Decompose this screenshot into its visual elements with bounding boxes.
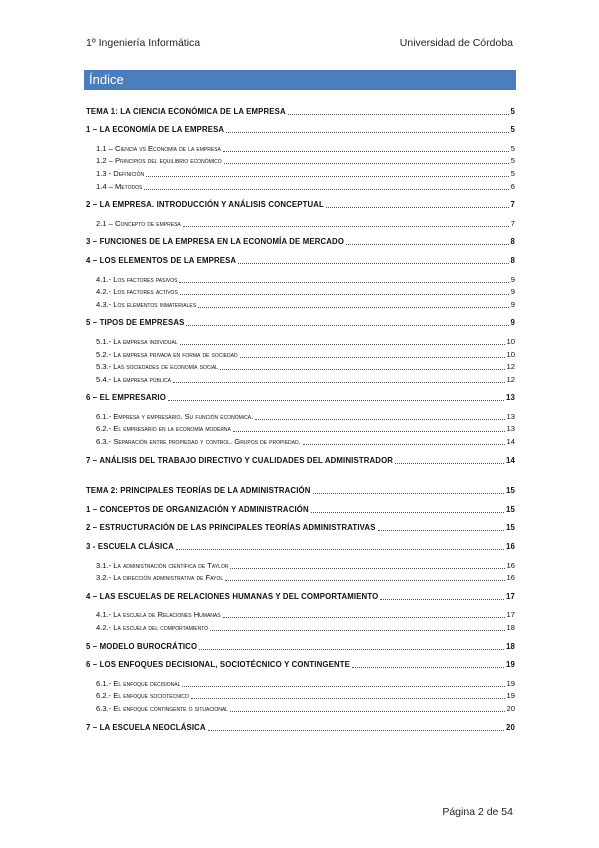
toc-entry-heading[interactable]	[86, 484, 515, 497]
toc-entry-title: 4 – LOS ELEMENTOS DE LA EMPRESA	[86, 255, 237, 265]
toc-entry-title: 6 – LOS ENFOQUES DECISIONAL, SOCIOTÉCNICO Y CONTINGENTE	[86, 660, 350, 670]
toc-entry-title: 3.1.- La administración científica de Taylor	[96, 560, 229, 570]
toc-dot-leader	[176, 549, 504, 550]
toc-entry-subheading[interactable]	[86, 272, 515, 285]
toc-entry-subheading[interactable]	[86, 334, 515, 347]
toc-entry-title: 5 – MODELO BUROCRÁTICO	[86, 641, 198, 651]
toc-page-number: 7	[510, 218, 515, 228]
toc-entry-title: 1 – LA ECONOMÍA DE LA EMPRESA	[86, 125, 225, 135]
toc-entry-title: 6.2.- El empresario en la economía moderna	[96, 424, 231, 434]
toc-dot-leader	[224, 163, 509, 164]
toc-page-number: 7	[510, 200, 515, 210]
toc-dot-leader	[230, 711, 505, 712]
toc-page-number: 15	[506, 523, 515, 533]
toc-entry-heading[interactable]	[86, 658, 515, 671]
toc-page-number: 5	[510, 106, 515, 116]
toc-page-number: 20	[506, 722, 515, 732]
toc-dot-leader	[182, 686, 504, 687]
toc-page-number: 19	[506, 678, 515, 688]
toc-page-number: 15	[506, 486, 515, 496]
toc-entry-heading[interactable]	[86, 104, 515, 117]
toc-page-number: 12	[506, 374, 515, 384]
toc-dot-leader	[180, 294, 509, 295]
toc-page-number: 5	[510, 168, 515, 178]
toc-entry-subheading[interactable]	[86, 676, 515, 689]
toc-entry-heading[interactable]	[86, 123, 515, 136]
toc-page-number: 9	[510, 287, 515, 297]
toc-entry-subheading[interactable]	[86, 434, 515, 447]
toc-entry-subheading[interactable]	[86, 608, 515, 621]
toc-page-number: 5	[510, 143, 515, 153]
toc-dot-leader	[210, 630, 505, 631]
toc-dot-leader	[220, 369, 505, 370]
toc-dot-leader	[225, 580, 504, 581]
toc-entry-subheading[interactable]	[86, 422, 515, 435]
toc-page-number: 5	[510, 125, 515, 135]
toc-dot-leader	[238, 263, 508, 264]
header-university: Universidad de Córdoba	[399, 37, 513, 49]
toc-section-spacer	[86, 466, 515, 484]
toc-entry-subheading[interactable]	[86, 166, 515, 179]
toc-entry-title: 4.2.- La escuela del comportamiento	[96, 623, 209, 632]
page-number: Página 2 de 54	[442, 806, 513, 818]
toc-entry-heading[interactable]	[86, 639, 515, 652]
toc-dot-leader	[198, 307, 509, 308]
toc-entry-subheading[interactable]	[86, 409, 515, 422]
toc-page-number: 18	[506, 623, 515, 632]
toc-entry-title: 2 – ESTRUCTURACIÓN DE LAS PRINCIPALES TEORÍAS ADMINISTRATIVAS	[86, 523, 376, 533]
toc-entry-title: 5.1.- La empresa individual	[96, 336, 178, 346]
toc-entry-title: 1.2 – Principios del equilibrio económico	[96, 156, 222, 166]
section-title-bar	[84, 70, 516, 90]
toc-page-number: 15	[506, 504, 515, 514]
toc-page-number: 17	[506, 610, 515, 620]
toc-dot-leader	[179, 282, 508, 283]
toc-page-number: 13	[506, 424, 515, 434]
toc-entry-subheading[interactable]	[86, 701, 515, 714]
toc-entry-title: 1 – CONCEPTOS DE ORGANIZACIÓN Y ADMINISTRACIÓN	[86, 504, 309, 514]
toc-page-number: 19	[506, 691, 515, 701]
toc-entry-title: 6.1.- Empresa y empresario. Su función económica.	[96, 411, 254, 421]
toc-entry-subheading[interactable]	[86, 141, 515, 154]
toc-page-number: 13	[506, 411, 515, 421]
toc-page-number: 16	[506, 542, 515, 552]
toc-page-number: 14	[506, 455, 515, 465]
toc-entry-heading[interactable]	[86, 720, 515, 733]
toc-entry-title: 1.3 - Definición	[96, 168, 145, 178]
toc-entry-heading[interactable]	[86, 235, 515, 248]
toc-entry-title: 6.3.- Separación entre propiedad y control. Grupos de propiedad.	[96, 437, 301, 447]
toc-entry-subheading[interactable]	[86, 571, 515, 584]
toc-dot-leader	[168, 400, 504, 401]
toc-entry-title: 6 – EL EMPRESARIO	[86, 393, 166, 403]
toc-dot-leader	[395, 463, 504, 464]
toc-entry-title: 6.2.- El enfoque sociotécnico	[96, 691, 189, 701]
toc-page-number: 8	[510, 237, 515, 247]
toc-page-number: 12	[506, 362, 515, 372]
toc-entry-title: 4.3.- Los elementos inmateriales	[96, 299, 197, 309]
toc-entry-title: 7 – ANÁLISIS DEL TRABAJO DIRECTIVO Y CUALIDADES DEL ADMINISTRADOR	[86, 455, 394, 465]
toc-entry-title: TEMA 1: LA CIENCIA ECONÓMICA DE LA EMPRESA	[86, 106, 286, 116]
toc-dot-leader	[326, 207, 509, 208]
toc-entry-title: 1.1 – Ciencia vs Economía de la empresa	[96, 143, 221, 153]
toc-entry-title: 4.1.- Los factores pasivos	[96, 274, 178, 284]
toc-page-number: 5	[510, 156, 515, 166]
toc-entry-subheading[interactable]	[86, 558, 515, 571]
section-title: Índice	[89, 72, 124, 87]
toc-dot-leader	[223, 151, 509, 152]
toc-dot-leader	[288, 114, 509, 115]
toc-entry-heading[interactable]	[86, 253, 515, 266]
toc-dot-leader	[208, 730, 504, 731]
toc-entry-title: 3 - ESCUELA CLÁSICA	[86, 542, 174, 552]
toc-entry-heading[interactable]	[86, 521, 515, 534]
toc-page-number: 9	[510, 318, 515, 328]
toc-page-number: 16	[506, 573, 515, 583]
toc-entry-heading[interactable]	[86, 453, 515, 466]
toc-page-number: 19	[506, 660, 515, 670]
toc-entry-subheading[interactable]	[86, 360, 515, 373]
toc-page-number: 9	[510, 274, 515, 284]
toc-entry-title: 5 – TIPOS DE EMPRESAS	[86, 318, 185, 328]
toc-entry-subheading[interactable]	[86, 285, 515, 298]
toc-page-number: 8	[510, 255, 515, 265]
toc-entry-subheading[interactable]	[86, 689, 515, 702]
toc-entry-subheading[interactable]	[86, 216, 515, 229]
toc-page-number: 20	[506, 703, 515, 713]
toc-dot-leader	[173, 382, 505, 383]
toc-entry-title: TEMA 2: PRINCIPALES TEORÍAS DE LA ADMINISTRACIÓN	[86, 486, 311, 496]
toc-entry-title: 4 – LAS ESCUELAS DE RELACIONES HUMANAS Y DEL COMPORTAMIENTO	[86, 591, 379, 601]
table-of-contents	[86, 104, 515, 733]
toc-entry-subheading[interactable]	[86, 179, 515, 192]
toc-entry-title: 6.3.- El enfoque contingente o situacional	[96, 703, 228, 713]
toc-entry-title: 1.4 – Metodos	[96, 181, 143, 191]
toc-entry-subheading[interactable]	[86, 620, 515, 633]
toc-entry-heading[interactable]	[86, 539, 515, 552]
toc-dot-leader	[380, 599, 504, 600]
toc-entry-heading[interactable]	[86, 589, 515, 602]
toc-entry-heading[interactable]	[86, 391, 515, 404]
toc-dot-leader	[378, 530, 504, 531]
toc-entry-heading[interactable]	[86, 502, 515, 515]
toc-entry-subheading[interactable]	[86, 154, 515, 167]
toc-dot-leader	[144, 189, 508, 190]
toc-dot-leader	[240, 357, 505, 358]
toc-entry-title: 3.2.- La dirección administrativa de Fayol	[96, 573, 224, 583]
toc-entry-subheading[interactable]	[86, 347, 515, 360]
toc-dot-leader	[303, 444, 505, 445]
toc-entry-title: 4.1.- La escuela de Relaciones Humanas	[96, 610, 221, 620]
toc-dot-leader	[352, 667, 504, 668]
toc-entry-title: 5.4.- La empresa pública	[96, 374, 171, 384]
toc-dot-leader	[226, 132, 508, 133]
toc-page-number: 10	[506, 336, 515, 346]
toc-page-number: 9	[510, 299, 515, 309]
toc-dot-leader	[146, 176, 509, 177]
toc-entry-subheading[interactable]	[86, 297, 515, 310]
toc-dot-leader	[223, 617, 505, 618]
toc-page-number: 18	[506, 641, 515, 651]
toc-page-number: 6	[510, 181, 515, 191]
toc-dot-leader	[186, 325, 508, 326]
header-course: 1º Ingeniería Informática	[86, 37, 201, 49]
toc-page-number: 10	[506, 349, 515, 359]
toc-entry-subheading[interactable]	[86, 372, 515, 385]
toc-page-number: 16	[506, 560, 515, 570]
toc-entry-title: 2.1 – Concepto de empresa	[96, 218, 181, 228]
toc-entry-title: 3 – FUNCIONES DE LA EMPRESA EN LA ECONOMÍA DE MERCADO	[86, 237, 345, 247]
toc-dot-leader	[346, 244, 508, 245]
toc-dot-leader	[180, 344, 505, 345]
toc-entry-title: 5.3.- Las sociedades de economía social	[96, 362, 218, 372]
toc-entry-title: 2 – LA EMPRESA. INTRODUCCIÓN Y ANÁLISIS CONCEPTUAL	[86, 200, 324, 210]
toc-dot-leader	[191, 698, 505, 699]
toc-dot-leader	[233, 431, 505, 432]
toc-page-number: 14	[506, 437, 515, 447]
toc-entry-heading[interactable]	[86, 316, 515, 329]
toc-page-number: 17	[506, 591, 515, 601]
toc-entry-title: 4.2.- Los factores activos	[96, 287, 178, 297]
toc-page-number: 13	[506, 393, 515, 403]
toc-entry-title: 7 – LA ESCUELA NEOCLÁSICA	[86, 722, 206, 732]
toc-entry-title: 6.1.- El enfoque decisional	[96, 678, 181, 688]
toc-dot-leader	[230, 568, 504, 569]
toc-dot-leader	[183, 226, 509, 227]
toc-dot-leader	[255, 419, 504, 420]
toc-entry-title: 5.2.- La empresa privada en forma de sociedad	[96, 349, 238, 359]
toc-dot-leader	[313, 493, 505, 494]
toc-dot-leader	[311, 512, 504, 513]
toc-entry-heading[interactable]	[86, 198, 515, 211]
toc-dot-leader	[199, 649, 504, 650]
